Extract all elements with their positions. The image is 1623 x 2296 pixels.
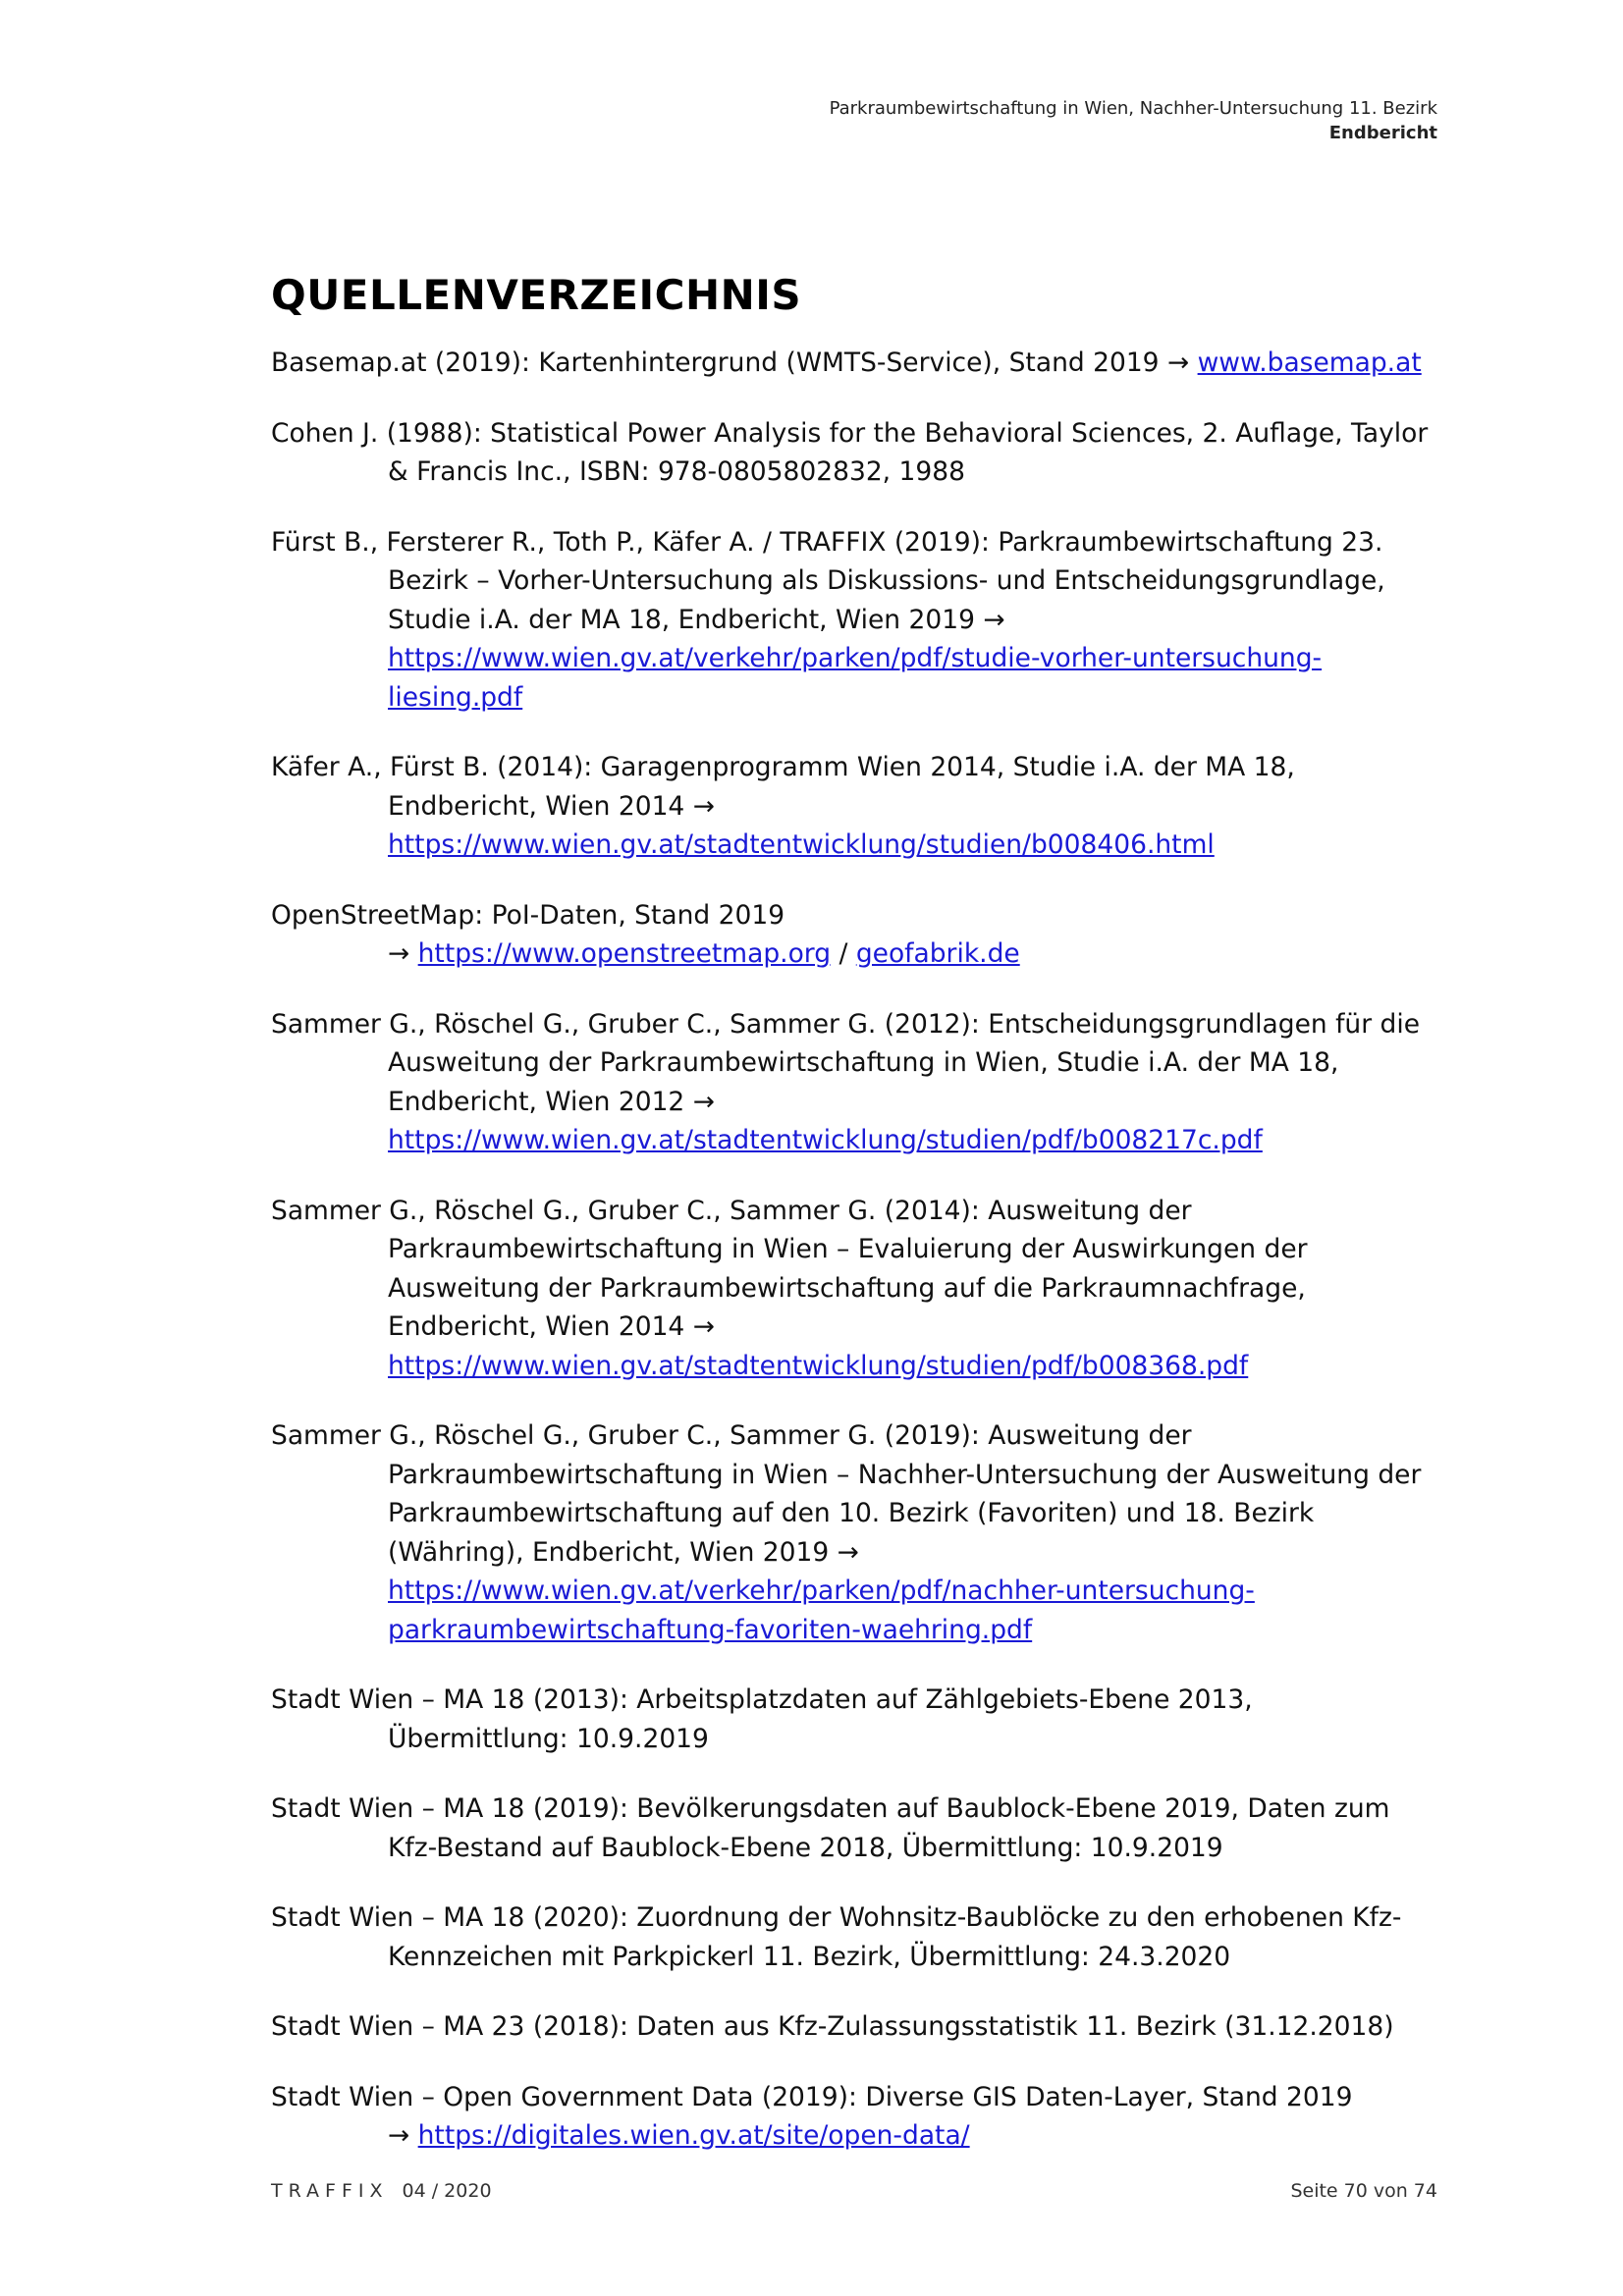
reference-item <box>271 523 1439 718</box>
reference-item <box>271 1005 1439 1160</box>
reference-item <box>271 1898 1439 1976</box>
arrow-icon: → <box>388 2120 418 2151</box>
footer-left <box>271 2180 492 2202</box>
reference-text: Stadt Wien – MA 18 (2019): Bevölkerungsdaten auf Baublock-Ebene 2019, Daten zum Kfz-Bestand auf Baublock-Ebene 2018, Übermittlung: 10.9.2019 <box>271 1793 1390 1863</box>
reference-text: Stadt Wien – MA 18 (2020): Zuordnung der Wohnsitz-Baublöcke zu den erhobenen Kfz-Kennzeichen mit Parkpickerl 11. Bezirk, Übermittlung: 24.3.2020 <box>271 1902 1402 1972</box>
reference-link[interactable]: https://www.wien.gv.at/stadtentwicklung/studien/b008406.html <box>388 829 1215 860</box>
reference-link[interactable]: https://www.wien.gv.at/verkehr/parken/pdf/studie-vorher-untersuchung-liesing.pdf <box>388 643 1323 713</box>
page-header <box>830 96 1437 145</box>
reference-text: Sammer G., Röschel G., Gruber C., Sammer G. (2014): Ausweitung der Parkraumbewirtschaftung in Wien – Evaluierung der Auswirkungen der Ausweitung der Parkraumbewirtschaftung auf die Parkraumnachfrage, Endbericht, Wien 2014 → <box>271 1195 1308 1342</box>
reference-link[interactable]: https://www.openstreetmap.org <box>417 938 832 969</box>
reference-item <box>271 2007 1439 2047</box>
arrow-icon: → <box>388 938 418 969</box>
page-title: QUELLENVERZEICHNIS <box>271 271 802 319</box>
reference-item <box>271 1192 1439 1386</box>
reference-link[interactable]: www.basemap.at <box>1197 347 1422 378</box>
reference-text: Sammer G., Röschel G., Gruber C., Sammer G. (2012): Entscheidungsgrundlagen für die Ausweitung der Parkraumbewirtschaftung in Wien, Studie i.A. der MA 18, Endbericht, Wien 2012 → <box>271 1008 1421 1117</box>
reference-item <box>271 1681 1439 1758</box>
footer-page-number: Seite 70 von 74 <box>1290 2180 1437 2202</box>
reference-item <box>271 2078 1439 2156</box>
reference-link[interactable]: https://www.wien.gv.at/verkehr/parken/pdf/nachher-untersuchung-parkraumbewirtschaftung-favoriten-waehring.pdf <box>388 1575 1255 1645</box>
reference-link-secondary[interactable]: geofabrik.de <box>855 938 1020 969</box>
reference-item <box>271 748 1439 865</box>
reference-text: Sammer G., Röschel G., Gruber C., Sammer G. (2019): Ausweitung der Parkraumbewirtschaftung in Wien – Nachher-Untersuchung der Ausweitung der Parkraumbewirtschaftung auf den 10. Bezirk (Favoriten) und 18. Bezirk (Währing), Endbericht, Wien 2019 → <box>271 1420 1422 1568</box>
reference-item <box>271 414 1439 492</box>
reference-link[interactable]: https://www.wien.gv.at/stadtentwicklung/studien/pdf/b008368.pdf <box>388 1350 1249 1381</box>
reference-text: Fürst B., Fersterer R., Toth P., Käfer A. / TRAFFIX (2019): Parkraumbewirtschaftung 23. Bezirk – Vorher-Untersuchung als Diskussions- und Entscheidungsgrundlage, Studie i.A. der MA 18, Endbericht, Wien 2019 → <box>271 526 1385 635</box>
reference-text: Stadt Wien – MA 23 (2018): Daten aus Kfz-Zulassungsstatistik 11. Bezirk (31.12.2018) <box>271 2011 1394 2042</box>
reference-link[interactable]: https://www.wien.gv.at/stadtentwicklung/studien/pdf/b008217c.pdf <box>388 1125 1263 1155</box>
reference-link[interactable]: https://digitales.wien.gv.at/site/open-data/ <box>417 2120 970 2151</box>
reference-text: OpenStreetMap: PoI-Daten, Stand 2019 <box>271 899 785 931</box>
reference-list <box>271 344 1439 2187</box>
link-separator: / <box>831 938 856 969</box>
reference-item <box>271 1416 1439 1649</box>
footer-brand: TRAFFIX <box>271 2180 389 2202</box>
reference-item <box>271 1789 1439 1867</box>
reference-text: Basemap.at (2019): Kartenhintergrund (WMTS-Service), Stand 2019 → <box>271 347 1198 378</box>
reference-text: Stadt Wien – MA 18 (2013): Arbeitsplatzdaten auf Zählgebiets-Ebene 2013, Übermittlung: 10.9.2019 <box>271 1684 1253 1754</box>
reference-item <box>271 344 1439 383</box>
reference-text: Stadt Wien – Open Government Data (2019): Diverse GIS Daten-Layer, Stand 2019 <box>271 2081 1353 2112</box>
header-subtitle: Endbericht <box>1328 123 1437 143</box>
reference-item <box>271 896 1439 974</box>
reference-text: Käfer A., Fürst B. (2014): Garagenprogramm Wien 2014, Studie i.A. der MA 18, Endbericht, Wien 2014 → <box>271 752 1295 822</box>
footer-date: 04 / 2020 <box>402 2180 492 2202</box>
header-title: Parkraumbewirtschaftung in Wien, Nachher-Untersuchung 11. Bezirk <box>829 98 1437 119</box>
reference-text: Cohen J. (1988): Statistical Power Analysis for the Behavioral Sciences, 2. Auflage, Taylor & Francis Inc., ISBN: 978-0805802832, 1988 <box>271 417 1429 487</box>
